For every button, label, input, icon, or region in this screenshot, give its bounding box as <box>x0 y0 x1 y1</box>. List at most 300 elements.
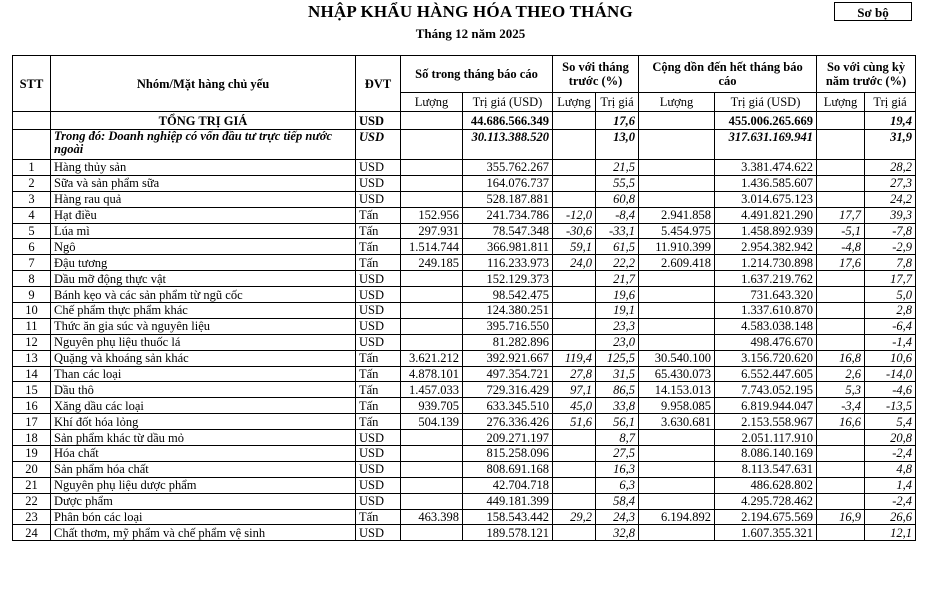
row-month-qty <box>401 303 463 319</box>
row-vs-month-value: 56,1 <box>596 414 639 430</box>
row-unit: USD <box>356 318 401 334</box>
table-row <box>13 430 916 446</box>
row-vs-year-qty <box>817 175 865 191</box>
row-vs-month-qty <box>553 493 596 509</box>
row-item-name: Hàng rau quả <box>51 191 356 207</box>
row-vs-year-value: -7,8 <box>865 223 916 239</box>
row-unit: USD <box>356 334 401 350</box>
row-vs-month-value: 61,5 <box>596 239 639 255</box>
row-unit: Tấn <box>356 366 401 382</box>
row-cum-qty <box>639 525 715 541</box>
row-vs-month-value: -33,1 <box>596 223 639 239</box>
row-vs-month-value: 19,1 <box>596 303 639 319</box>
row-vs-year-qty <box>817 334 865 350</box>
row-cum-value: 3.156.720.620 <box>715 350 817 366</box>
row-vs-month-qty <box>553 287 596 303</box>
row-vs-year-value: 28,2 <box>865 160 916 176</box>
row-month-value: 116.233.973 <box>463 255 553 271</box>
row-vs-year-qty: -3,4 <box>817 398 865 414</box>
row-vs-year-value: 20,8 <box>865 430 916 446</box>
row-stt: 10 <box>13 303 51 319</box>
total-label: TỔNG TRỊ GIÁ <box>51 112 356 130</box>
table-row <box>13 366 916 382</box>
row-item-name: Hóa chất <box>51 446 356 462</box>
row-cum-qty: 11.910.399 <box>639 239 715 255</box>
row-cum-value: 1.458.892.939 <box>715 223 817 239</box>
fdi-unit: USD <box>356 130 401 160</box>
row-stt: 3 <box>13 191 51 207</box>
col-vs-year-qty: Lượng <box>817 93 865 112</box>
row-unit: Tấn <box>356 398 401 414</box>
row-cum-value: 2.051.117.910 <box>715 430 817 446</box>
row-cum-qty <box>639 287 715 303</box>
table-row <box>13 271 916 287</box>
row-month-value: 276.336.426 <box>463 414 553 430</box>
total-cum-value: 455.006.265.669 <box>715 112 817 130</box>
row-month-qty: 463.398 <box>401 509 463 525</box>
row-cum-qty: 6.194.892 <box>639 509 715 525</box>
row-month-value: 497.354.721 <box>463 366 553 382</box>
row-vs-year-value: 26,6 <box>865 509 916 525</box>
row-vs-month-value: 23,3 <box>596 318 639 334</box>
row-month-value: 808.691.168 <box>463 461 553 477</box>
row-cum-value: 6.819.944.047 <box>715 398 817 414</box>
row-month-value: 815.258.096 <box>463 446 553 462</box>
status-badge: Sơ bộ <box>834 2 912 21</box>
row-cum-qty <box>639 271 715 287</box>
row-cum-value: 4.295.728.462 <box>715 493 817 509</box>
row-vs-month-qty: -30,6 <box>553 223 596 239</box>
table-row <box>13 287 916 303</box>
row-item-name: Hàng thủy sản <box>51 160 356 176</box>
row-vs-year-qty: 2,6 <box>817 366 865 382</box>
row-item-name: Nguyên phụ liệu thuốc lá <box>51 334 356 350</box>
row-cum-value: 4.491.821.290 <box>715 207 817 223</box>
row-vs-month-value: 31,5 <box>596 366 639 382</box>
row-unit: Tấn <box>356 350 401 366</box>
row-vs-month-qty <box>553 191 596 207</box>
table-row <box>13 398 916 414</box>
row-vs-month-value: 8,7 <box>596 430 639 446</box>
table-row <box>13 477 916 493</box>
row-vs-year-value: -14,0 <box>865 366 916 382</box>
row-unit: USD <box>356 160 401 176</box>
fdi-row <box>13 130 916 160</box>
row-cum-qty: 65.430.073 <box>639 366 715 382</box>
row-month-qty: 1.457.033 <box>401 382 463 398</box>
table-row <box>13 350 916 366</box>
row-item-name: Ngô <box>51 239 356 255</box>
col-vs-year-value: Trị giá <box>865 93 916 112</box>
row-cum-value: 2.954.382.942 <box>715 239 817 255</box>
table-row <box>13 223 916 239</box>
col-item-header: Nhóm/Mặt hàng chủ yếu <box>51 56 356 112</box>
row-stt: 20 <box>13 461 51 477</box>
row-month-qty: 939.705 <box>401 398 463 414</box>
row-vs-month-qty: 24,0 <box>553 255 596 271</box>
row-vs-year-qty <box>817 191 865 207</box>
fdi-cum-value: 317.631.169.941 <box>715 130 817 160</box>
row-cum-qty: 2.609.418 <box>639 255 715 271</box>
row-vs-month-qty <box>553 160 596 176</box>
row-vs-year-value: 4,8 <box>865 461 916 477</box>
row-vs-year-qty <box>817 287 865 303</box>
row-stt: 4 <box>13 207 51 223</box>
row-vs-year-value: 1,4 <box>865 477 916 493</box>
table-row <box>13 207 916 223</box>
col-cumulative-header: Cộng dồn đến hết tháng báo cáo <box>639 56 817 93</box>
row-vs-month-qty <box>553 446 596 462</box>
row-month-value: 528.187.881 <box>463 191 553 207</box>
row-item-name: Đậu tương <box>51 255 356 271</box>
row-cum-qty <box>639 430 715 446</box>
row-cum-value: 1.436.585.607 <box>715 175 817 191</box>
import-table <box>12 55 916 541</box>
row-month-value: 152.129.373 <box>463 271 553 287</box>
row-item-name: Quặng và khoáng sản khác <box>51 350 356 366</box>
row-cum-qty <box>639 477 715 493</box>
row-vs-month-value: 27,5 <box>596 446 639 462</box>
row-item-name: Khí đốt hóa lỏng <box>51 414 356 430</box>
row-month-qty <box>401 446 463 462</box>
row-month-qty <box>401 271 463 287</box>
row-vs-month-value: 16,3 <box>596 461 639 477</box>
row-vs-year-qty <box>817 525 865 541</box>
row-vs-month-qty <box>553 318 596 334</box>
row-vs-year-value: 27,3 <box>865 175 916 191</box>
table-row <box>13 382 916 398</box>
row-unit: USD <box>356 287 401 303</box>
row-vs-year-value: 24,2 <box>865 191 916 207</box>
row-vs-month-qty <box>553 430 596 446</box>
row-unit: USD <box>356 461 401 477</box>
table-row <box>13 191 916 207</box>
row-month-value: 164.076.737 <box>463 175 553 191</box>
col-vs-month-header: So với tháng trước (%) <box>553 56 639 93</box>
row-vs-month-qty: 27,8 <box>553 366 596 382</box>
table-row <box>13 318 916 334</box>
row-stt: 22 <box>13 493 51 509</box>
row-cum-qty <box>639 160 715 176</box>
row-vs-year-value: 17,7 <box>865 271 916 287</box>
row-cum-qty <box>639 493 715 509</box>
row-month-qty <box>401 461 463 477</box>
row-item-name: Dược phẩm <box>51 493 356 509</box>
row-cum-qty: 30.540.100 <box>639 350 715 366</box>
row-month-qty <box>401 525 463 541</box>
row-cum-value: 1.214.730.898 <box>715 255 817 271</box>
row-unit: USD <box>356 430 401 446</box>
row-vs-month-value: 23,0 <box>596 334 639 350</box>
total-unit: USD <box>356 112 401 130</box>
row-stt: 5 <box>13 223 51 239</box>
row-stt: 1 <box>13 160 51 176</box>
row-vs-month-qty <box>553 303 596 319</box>
row-vs-year-value: 5,0 <box>865 287 916 303</box>
row-vs-month-qty <box>553 271 596 287</box>
row-month-qty: 1.514.744 <box>401 239 463 255</box>
row-item-name: Sản phẩm khác từ dầu mỏ <box>51 430 356 446</box>
row-cum-value: 7.743.052.195 <box>715 382 817 398</box>
report-period: Tháng 12 năm 2025 <box>415 26 526 41</box>
row-vs-month-value: 33,8 <box>596 398 639 414</box>
row-item-name: Lúa mì <box>51 223 356 239</box>
row-cum-value: 2.194.675.569 <box>715 509 817 525</box>
row-month-qty: 249.185 <box>401 255 463 271</box>
row-vs-month-qty <box>553 334 596 350</box>
row-vs-year-value: -1,4 <box>865 334 916 350</box>
row-month-qty: 4.878.101 <box>401 366 463 382</box>
row-vs-month-value: 19,6 <box>596 287 639 303</box>
row-month-value: 81.282.896 <box>463 334 553 350</box>
row-unit: Tấn <box>356 207 401 223</box>
col-month-value: Trị giá (USD) <box>463 93 553 112</box>
row-vs-year-qty: -4,8 <box>817 239 865 255</box>
row-cum-value: 498.476.670 <box>715 334 817 350</box>
row-item-name: Bánh kẹo và các sản phẩm từ ngũ cốc <box>51 287 356 303</box>
row-item-name: Sản phẩm hóa chất <box>51 461 356 477</box>
row-stt: 14 <box>13 366 51 382</box>
col-cum-value: Trị giá (USD) <box>715 93 817 112</box>
row-cum-value: 731.643.320 <box>715 287 817 303</box>
row-month-qty <box>401 175 463 191</box>
row-stt: 24 <box>13 525 51 541</box>
table-row <box>13 461 916 477</box>
table-row <box>13 493 916 509</box>
row-vs-year-qty: 16,9 <box>817 509 865 525</box>
row-item-name: Phân bón các loại <box>51 509 356 525</box>
row-cum-value: 6.552.447.605 <box>715 366 817 382</box>
row-vs-year-qty: -5,1 <box>817 223 865 239</box>
row-month-value: 124.380.251 <box>463 303 553 319</box>
row-vs-year-qty <box>817 430 865 446</box>
row-unit: USD <box>356 191 401 207</box>
fdi-value: 30.113.388.520 <box>463 130 553 160</box>
row-month-qty <box>401 160 463 176</box>
row-vs-month-value: 125,5 <box>596 350 639 366</box>
row-vs-year-value: 7,8 <box>865 255 916 271</box>
row-vs-year-qty <box>817 271 865 287</box>
row-month-value: 189.578.121 <box>463 525 553 541</box>
row-vs-month-qty <box>553 525 596 541</box>
row-month-qty <box>401 287 463 303</box>
table-row <box>13 239 916 255</box>
row-cum-qty: 5.454.975 <box>639 223 715 239</box>
row-vs-year-value: 12,1 <box>865 525 916 541</box>
row-month-value: 241.734.786 <box>463 207 553 223</box>
row-month-qty <box>401 493 463 509</box>
row-month-value: 392.921.667 <box>463 350 553 366</box>
row-vs-year-qty: 16,6 <box>817 414 865 430</box>
row-cum-qty <box>639 318 715 334</box>
table-row <box>13 525 916 541</box>
col-unit-header: ĐVT <box>356 56 401 112</box>
row-month-value: 449.181.399 <box>463 493 553 509</box>
page-title: NHẬP KHẨU HÀNG HÓA THEO THÁNG <box>308 2 633 21</box>
row-vs-month-qty: -12,0 <box>553 207 596 223</box>
row-vs-year-qty: 16,8 <box>817 350 865 366</box>
row-item-name: Xăng dầu các loại <box>51 398 356 414</box>
row-unit: USD <box>356 477 401 493</box>
row-unit: USD <box>356 175 401 191</box>
row-cum-value: 1.607.355.321 <box>715 525 817 541</box>
row-month-qty <box>401 318 463 334</box>
row-cum-value: 3.381.474.622 <box>715 160 817 176</box>
row-month-qty <box>401 477 463 493</box>
row-vs-year-qty <box>817 318 865 334</box>
row-stt: 19 <box>13 446 51 462</box>
row-vs-month-qty: 59,1 <box>553 239 596 255</box>
row-month-value: 395.716.550 <box>463 318 553 334</box>
row-month-value: 366.981.811 <box>463 239 553 255</box>
row-vs-month-qty: 29,2 <box>553 509 596 525</box>
row-unit: Tấn <box>356 255 401 271</box>
row-vs-year-value: 39,3 <box>865 207 916 223</box>
row-stt: 12 <box>13 334 51 350</box>
row-cum-value: 1.637.219.762 <box>715 271 817 287</box>
row-vs-month-value: 60,8 <box>596 191 639 207</box>
col-stt-header: STT <box>13 56 51 112</box>
table-row <box>13 303 916 319</box>
row-item-name: Nguyên phụ liệu dược phẩm <box>51 477 356 493</box>
row-cum-value: 3.014.675.123 <box>715 191 817 207</box>
col-cum-qty: Lượng <box>639 93 715 112</box>
row-vs-month-value: 32,8 <box>596 525 639 541</box>
row-vs-year-value: -2,4 <box>865 446 916 462</box>
row-vs-month-value: 86,5 <box>596 382 639 398</box>
table-row <box>13 255 916 271</box>
row-month-value: 633.345.510 <box>463 398 553 414</box>
row-unit: USD <box>356 303 401 319</box>
row-vs-year-qty <box>817 160 865 176</box>
fdi-vs-year: 31,9 <box>865 130 916 160</box>
row-vs-year-value: 2,8 <box>865 303 916 319</box>
row-vs-year-qty <box>817 446 865 462</box>
col-month-qty: Lượng <box>401 93 463 112</box>
row-vs-month-qty: 97,1 <box>553 382 596 398</box>
row-month-qty: 504.139 <box>401 414 463 430</box>
row-month-qty: 297.931 <box>401 223 463 239</box>
row-stt: 8 <box>13 271 51 287</box>
row-vs-month-qty: 119,4 <box>553 350 596 366</box>
row-month-qty <box>401 191 463 207</box>
row-stt: 9 <box>13 287 51 303</box>
row-vs-month-value: 21,7 <box>596 271 639 287</box>
row-item-name: Hạt điều <box>51 207 356 223</box>
row-vs-month-value: 6,3 <box>596 477 639 493</box>
row-unit: USD <box>356 446 401 462</box>
row-vs-month-qty <box>553 175 596 191</box>
table-row <box>13 334 916 350</box>
row-cum-qty <box>639 303 715 319</box>
col-vs-year-header: So với cùng kỳ năm trước (%) <box>817 56 916 93</box>
row-item-name: Thức ăn gia súc và nguyên liệu <box>51 318 356 334</box>
row-cum-qty: 14.153.013 <box>639 382 715 398</box>
row-vs-month-qty: 45,0 <box>553 398 596 414</box>
row-unit: Tấn <box>356 382 401 398</box>
row-vs-year-value: 5,4 <box>865 414 916 430</box>
row-unit: Tấn <box>356 509 401 525</box>
row-stt: 18 <box>13 430 51 446</box>
row-month-value: 42.704.718 <box>463 477 553 493</box>
row-stt: 21 <box>13 477 51 493</box>
row-cum-value: 486.628.802 <box>715 477 817 493</box>
row-vs-year-qty <box>817 303 865 319</box>
row-cum-qty <box>639 461 715 477</box>
fdi-label: Trong đó: Doanh nghiệp có vốn đầu tư trực tiếp nước ngoài <box>51 130 356 160</box>
row-unit: Tấn <box>356 414 401 430</box>
row-stt: 2 <box>13 175 51 191</box>
row-vs-month-value: 22,2 <box>596 255 639 271</box>
row-stt: 17 <box>13 414 51 430</box>
row-vs-month-qty <box>553 477 596 493</box>
row-vs-month-qty: 51,6 <box>553 414 596 430</box>
row-cum-qty: 9.958.085 <box>639 398 715 414</box>
table-row <box>13 446 916 462</box>
row-month-qty: 152.956 <box>401 207 463 223</box>
row-month-value: 355.762.267 <box>463 160 553 176</box>
row-cum-qty <box>639 334 715 350</box>
row-vs-month-value: 58,4 <box>596 493 639 509</box>
row-stt: 7 <box>13 255 51 271</box>
table-row <box>13 175 916 191</box>
fdi-vs-month: 13,0 <box>596 130 639 160</box>
row-stt: 16 <box>13 398 51 414</box>
row-vs-month-value: 55,5 <box>596 175 639 191</box>
row-vs-month-value: 24,3 <box>596 509 639 525</box>
row-month-qty <box>401 334 463 350</box>
total-row <box>13 112 916 130</box>
row-stt: 11 <box>13 318 51 334</box>
row-cum-value: 1.337.610.870 <box>715 303 817 319</box>
row-stt: 13 <box>13 350 51 366</box>
row-month-qty: 3.621.212 <box>401 350 463 366</box>
row-vs-year-value: 10,6 <box>865 350 916 366</box>
row-month-value: 98.542.475 <box>463 287 553 303</box>
table-row <box>13 160 916 176</box>
row-month-value: 78.547.348 <box>463 223 553 239</box>
row-cum-qty <box>639 191 715 207</box>
row-unit: Tấn <box>356 223 401 239</box>
row-vs-month-qty <box>553 461 596 477</box>
row-month-value: 729.316.429 <box>463 382 553 398</box>
row-stt: 15 <box>13 382 51 398</box>
row-vs-year-value: -2,9 <box>865 239 916 255</box>
row-cum-value: 2.153.558.967 <box>715 414 817 430</box>
col-vs-month-qty: Lượng <box>553 93 596 112</box>
row-vs-year-value: -6,4 <box>865 318 916 334</box>
row-vs-year-qty <box>817 493 865 509</box>
row-cum-qty <box>639 175 715 191</box>
row-vs-month-value: 21,5 <box>596 160 639 176</box>
row-item-name: Than các loại <box>51 366 356 382</box>
row-stt: 23 <box>13 509 51 525</box>
row-stt: 6 <box>13 239 51 255</box>
row-item-name: Chế phẩm thực phẩm khác <box>51 303 356 319</box>
row-item-name: Chất thơm, mỹ phẩm và chế phẩm vệ sinh <box>51 525 356 541</box>
row-month-value: 209.271.197 <box>463 430 553 446</box>
row-vs-month-value: -8,4 <box>596 207 639 223</box>
total-vs-year: 19,4 <box>865 112 916 130</box>
row-month-value: 158.543.442 <box>463 509 553 525</box>
row-cum-value: 8.086.140.169 <box>715 446 817 462</box>
row-vs-year-value: -4,6 <box>865 382 916 398</box>
row-unit: Tấn <box>356 239 401 255</box>
col-month-header: Số trong tháng báo cáo <box>401 56 553 93</box>
row-cum-value: 8.113.547.631 <box>715 461 817 477</box>
table-row <box>13 509 916 525</box>
row-unit: USD <box>356 525 401 541</box>
